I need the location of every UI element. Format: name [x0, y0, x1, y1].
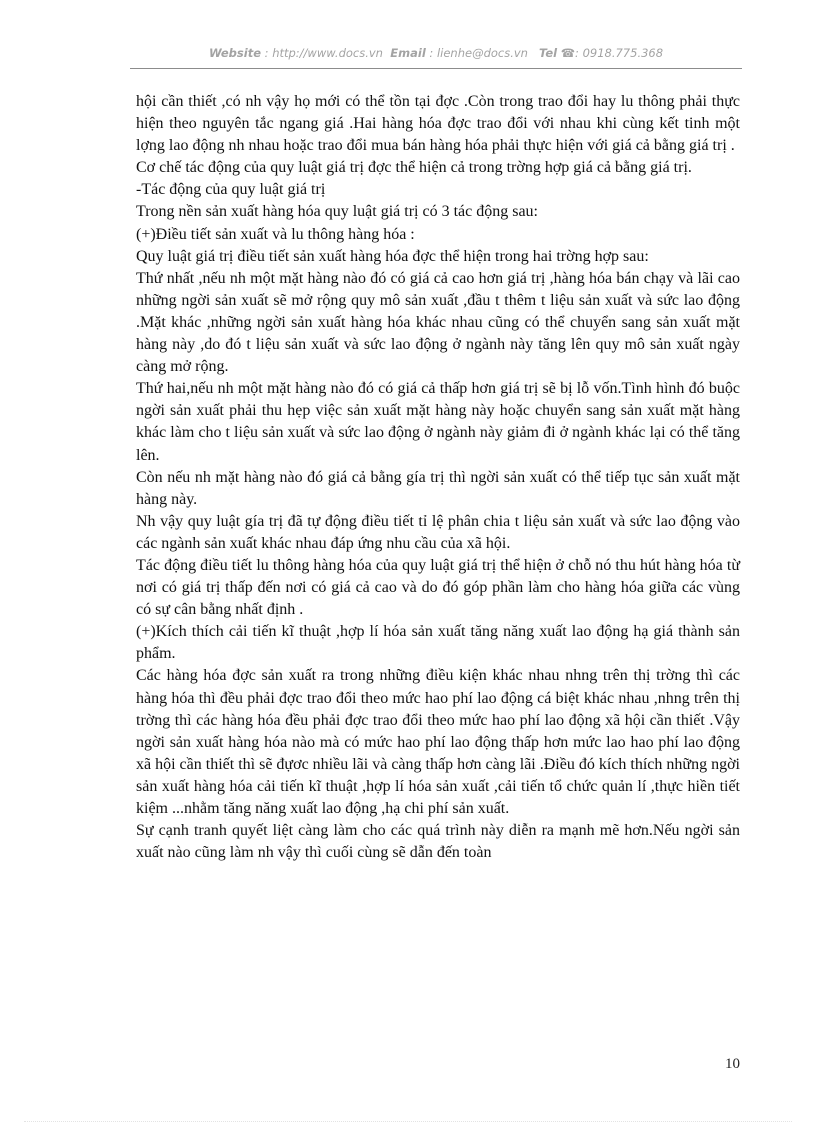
- email-value: : lienhe@docs.vn: [429, 46, 528, 60]
- tel-label: Tel: [538, 46, 558, 60]
- website-value: : http://www.docs.vn: [264, 46, 383, 60]
- paragraph: Trong nền sản xuất hàng hóa quy luật giá trị có 3 tác động sau:: [136, 203, 538, 221]
- paragraph: Các hàng hóa đợc sản xuất ra trong những điều kiện khác nhau nhng trên thị trờng thì các hàng hóa thì đều phải đợc trao đổi theo mức hao phí lao động cá biệt khác nhau ,nhng trên thị trờng thì các hàng hóa đều phải đợc trao đổi theo mức hao phí lao động xã hội cần thiết .Vậy ngời sản xuất hàng hóa nào mà có mức hao phí lao động thấp hơn mức lao hao phí lao động xã hội cần thiết thì sẽ đựơc nhiều lãi và càng thấp hơn càng lãi .Điều đó kích thích những ngời sản xuất hàng hóa cải tiến kĩ thuật ,hợp lí hóa sản xuất ,cải tiến tổ chức quản lí ,thực hiền tiết kiệm ...nhằm tăng năng xuất lao động ,hạ chi phí sản xuất.: [136, 667, 740, 817]
- paragraph: Thứ hai,nếu nh một mặt hàng nào đó có giá cả thấp hơn giá trị sẽ bị lỗ vốn.Tình hình đó buộc ngời sản xuất phải thu hẹp việc sản xuất mặt hàng này hoặc chuyển sang sản xuất mặt hàng khác làm cho t liệu sản xuất và sức lao động ở ngành này giảm đi ở ngành khác lại có thể tăng lên.: [136, 380, 740, 464]
- page-header: [130, 46, 742, 69]
- paragraph: Sự cạnh tranh quyết liệt càng làm cho các quá trình này diễn ra mạnh mẽ hơn.Nếu ngời sản xuất nào cũng làm nh vậy thì cuối cùng sẽ dẫn đến toàn: [136, 822, 740, 862]
- paragraph: Thứ nhất ,nếu nh một mặt hàng nào đó có giá cả cao hơn giá trị ,hàng hóa bán chạy và lãi cao những ngời sản xuất sẽ mở rộng quy mô sản xuất ,đầu t thêm t liệu sản xuất và sức lao động .Mặt khác ,những ngời sản xuất hàng hóa khác nhau cũng có thể chuyển sang sản xuất mặt hàng này ,do đó t liệu sản xuất và sức lao động ở ngành này tăng lên quy mô sản xuất ngày càng mở rộng.: [136, 269, 740, 376]
- paragraph: Tác động điều tiết lu thông hàng hóa của quy luật giá trị thể hiện ở chỗ nó thu hút hàng hóa từ nơi có giá trị thấp đến nơi có giá cả cao và do đó góp phần làm cho hàng hóa giữa các vùng có sự cân bằng nhất định .: [136, 556, 740, 619]
- footer-divider: [24, 1121, 792, 1122]
- paragraph: (+)Kích thích cải tiến kĩ thuật ,hợp lí hóa sản xuất tăng năng xuất lao động hạ giá thành sản phẩm.: [136, 623, 740, 663]
- paragraph: Nh vậy quy luật gía trị đã tự động điều tiết tỉ lệ phân chia t liệu sản xuất và sức lao động vào các ngành sản xuất khác nhau đáp ứng nhu cầu của xã hội.: [136, 512, 740, 552]
- website-label: Website: [208, 46, 262, 60]
- document-body: [136, 91, 740, 864]
- email-label: Email: [390, 46, 426, 60]
- tel-value: ☎: 0918.775.368: [560, 46, 664, 60]
- paragraph: Còn nếu nh mặt hàng nào đó giá cả bằng gía trị thì ngời sản xuất có thể tiếp tục sản xuất mặt hàng này.: [136, 468, 740, 508]
- page-number: 10: [725, 1056, 740, 1072]
- paragraph: (+)Điều tiết sản xuất và lu thông hàng hóa :: [136, 225, 415, 243]
- paragraph: hội cần thiết ,có nh vậy họ mới có thể tồn tại đợc .Còn trong trao đổi hay lu thông phải thực hiện theo nguyên tắc ngang giá .Hai hàng hóa đợc trao đổi với nhau khi cùng kết tinh một lợng lao động nh nhau hoặc trao đổi mua bán hàng hóa phải thực hiện với giá cả bằng giá trị .: [136, 93, 740, 155]
- paragraph: Cơ chế tác động của quy luật giá trị đợc thể hiện cả trong trờng hợp giá cả bằng giá trị.: [136, 159, 692, 177]
- paragraph: Quy luật giá trị điều tiết sản xuất hàng hóa đợc thể hiện trong hai trờng hợp sau:: [136, 247, 649, 265]
- paragraph: -Tác động của quy luật giá trị: [136, 181, 326, 199]
